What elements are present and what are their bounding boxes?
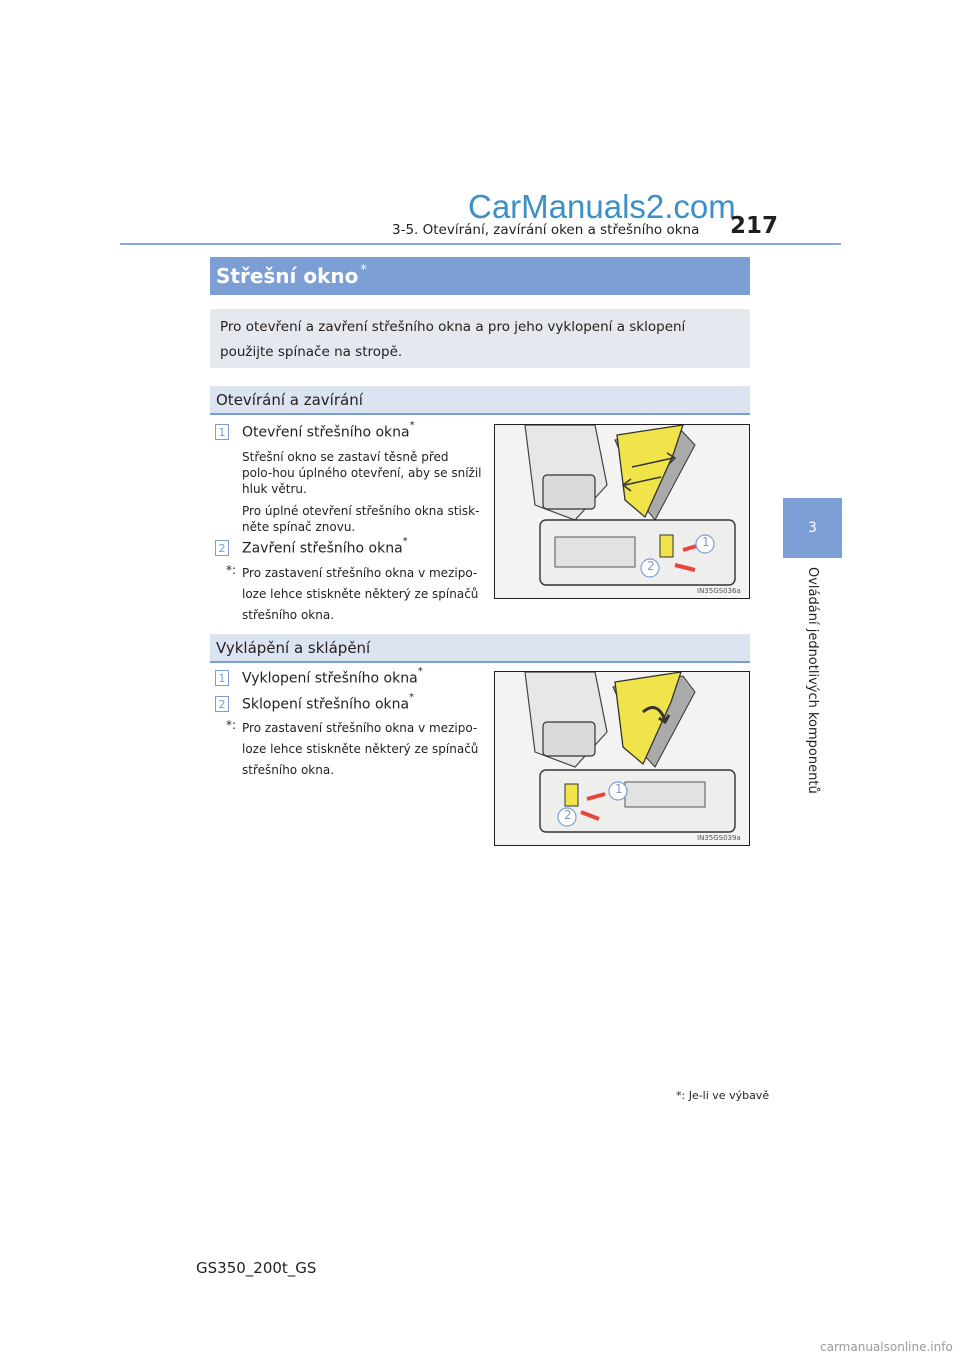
open-close-note: Pro zastavení střešního okna v mezipo-loze lehce stiskněte některý ze spínačů střešního okna. (242, 566, 479, 622)
note-marker-2: *: (226, 718, 237, 732)
footer-note (676, 1089, 769, 1102)
subsection-tilt: Vyklápění a sklápění (210, 634, 750, 663)
watermark-bottom: carmanualsonline.info (820, 1340, 953, 1354)
sunroof-switch-illustration (495, 425, 749, 598)
item-number-2: 2 (215, 540, 229, 556)
subsection-open-close: Otevírání a zavírání (210, 386, 750, 415)
open-description-2: Pro úplné otevření střešního okna stisk-něte spínač znovu. (242, 504, 480, 534)
figure-code-2: IN35GS039a (697, 834, 741, 842)
item-number-1b: 1 (215, 670, 229, 686)
header-rule (120, 243, 841, 245)
item-close-label (242, 536, 408, 557)
item-close-marker: * (402, 536, 408, 547)
chapter-number: 3 (808, 520, 817, 536)
header-title: 3-5. Otevírání, zavírání oken a střešního okna (392, 222, 700, 238)
item-tilt-down-marker: * (409, 692, 415, 703)
item-number-1: 1 (215, 424, 229, 440)
open-description: Střešní okno se zastaví těsně před polo-hou úplného otevření, aby se snížil hluk větru. (242, 450, 482, 496)
callout-1: 1 (702, 535, 710, 549)
figure-open-close (494, 424, 750, 599)
footer-note-text: : Je-li ve výbavě (681, 1089, 770, 1102)
callout-2b: 2 (564, 808, 572, 822)
footer-model: GS350_200t_GS (196, 1259, 317, 1277)
footer-note-marker: * (676, 1089, 682, 1102)
tilt-note: Pro zastavení střešního okna v mezipo-loze lehce stiskněte některý ze spínačů střešního okna. (242, 721, 479, 777)
item-tilt-up-text: Vyklopení střešního okna (242, 670, 418, 687)
item-open-marker: * (409, 420, 415, 431)
chapter-label: Ovládání jednotlivých komponentů (805, 567, 820, 794)
item-tilt-up-marker: * (417, 666, 423, 677)
page-number: 217 (730, 213, 779, 239)
sunroof-tilt-illustration (495, 672, 749, 845)
item-number-2b: 2 (215, 696, 229, 712)
item-open-label (242, 420, 415, 441)
section-title-text: Střešní okno (216, 264, 359, 288)
figure-code: IN35GS036a (697, 587, 741, 595)
note-marker: *: (226, 563, 237, 577)
figure-tilt (494, 671, 750, 846)
intro-box: Pro otevření a zavření střešního okna a pro jeho vyklopení a sklopení použijte spínače na stropě. (210, 309, 750, 368)
callout-1b: 1 (615, 782, 623, 796)
section-title-marker: * (360, 262, 367, 278)
chapter-tab (783, 498, 842, 558)
item-open-text: Otevření střešního okna (242, 424, 410, 441)
item-tilt-up-label (242, 666, 423, 687)
item-tilt-down-label (242, 692, 415, 713)
item-close-text: Zavření střešního okna (242, 540, 403, 557)
callout-2: 2 (647, 559, 655, 573)
section-title (210, 257, 750, 295)
watermark-top: CarManuals2.com (468, 188, 736, 225)
item-tilt-down-text: Sklopení střešního okna (242, 696, 410, 713)
